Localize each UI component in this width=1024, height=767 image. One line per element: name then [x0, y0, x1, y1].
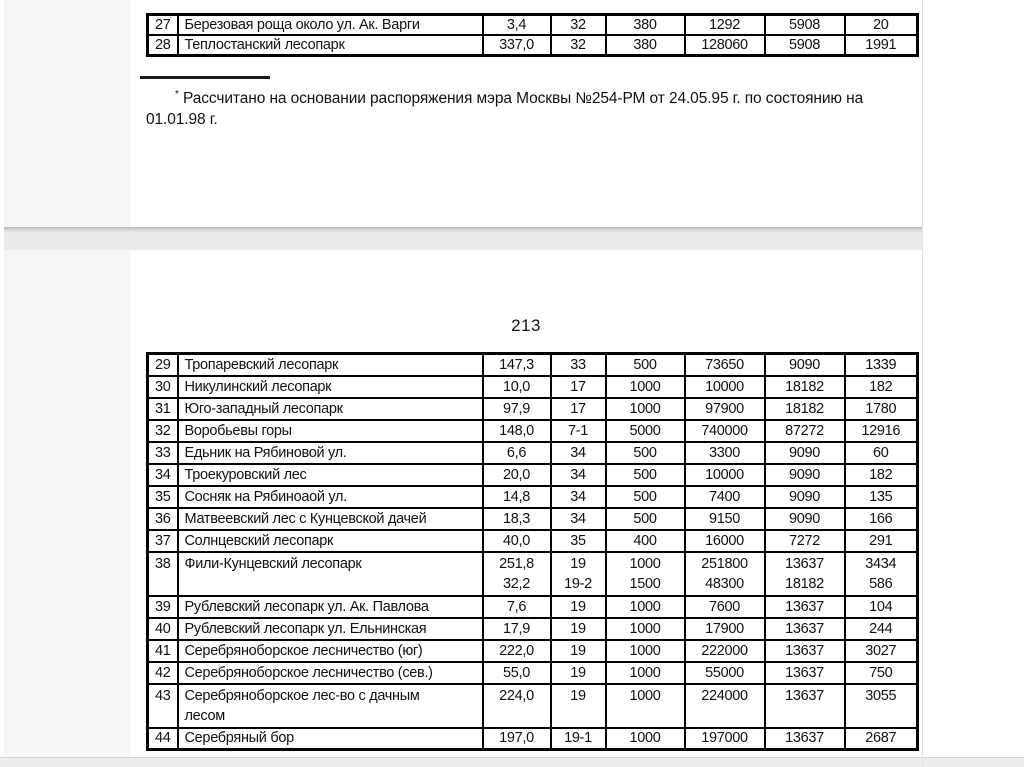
row-number-cell: 41 [148, 640, 178, 662]
value-cell: 12916 [845, 420, 918, 442]
value-cell: 9090 [765, 464, 845, 486]
table-row [148, 354, 918, 376]
table-row [148, 596, 918, 618]
value-cell: 222000 [685, 640, 765, 662]
table-row [148, 398, 918, 420]
value-cell: 166 [845, 508, 918, 530]
value-cell: 16000 [685, 530, 765, 552]
park-name-cell: Никулинский лесопарк [178, 376, 483, 398]
value-cell: 19 [551, 596, 606, 618]
table-row [148, 508, 918, 530]
forest-table-page2 [146, 352, 919, 751]
viewer-left-gutter [4, 0, 130, 767]
table-row [148, 15, 918, 36]
value-cell: 60 [845, 442, 918, 464]
park-name-cell: Серебряноборское лесничество (сев.) [178, 662, 483, 684]
value-cell: 34 [551, 464, 606, 486]
table-row [148, 464, 918, 486]
value-cell: 740000 [685, 420, 765, 442]
table-row [148, 530, 918, 552]
table-row [148, 442, 918, 464]
table-row [148, 486, 918, 508]
value-cell: 97900 [685, 398, 765, 420]
value-cell: 1000 [606, 596, 685, 618]
page-2 [130, 250, 922, 757]
value-cell: 13637 [765, 596, 845, 618]
park-name-cell: Едьник на Рябиновой ул. [178, 442, 483, 464]
value-cell: 197,0 [483, 728, 551, 750]
value-cell: 55000 [685, 662, 765, 684]
value-cell: 380 [606, 35, 685, 56]
value-cell: 19 [551, 662, 606, 684]
value-cell: 5908 [765, 35, 845, 56]
row-number-cell: 43 [148, 684, 178, 728]
value-cell: 9150 [685, 508, 765, 530]
row-number-cell: 34 [148, 464, 178, 486]
value-cell: 19 [551, 640, 606, 662]
row-number-cell: 29 [148, 354, 178, 376]
value-cell: 1000 [606, 662, 685, 684]
value-cell: 147,3 [483, 354, 551, 376]
value-cell: 750 [845, 662, 918, 684]
table-row [148, 420, 918, 442]
value-cell: 20 [845, 15, 918, 36]
value-cell: 500 [606, 464, 685, 486]
park-name-cell: Воробьевы горы [178, 420, 483, 442]
value-cell: 400 [606, 530, 685, 552]
row-number-cell: 33 [148, 442, 178, 464]
value-cell: 380 [606, 15, 685, 36]
page-1 [130, 0, 922, 227]
park-name-cell: Березовая роща около ул. Ак. Варги [178, 15, 483, 36]
value-cell: 34 [551, 508, 606, 530]
value-cell: 87272 [765, 420, 845, 442]
value-cell: 10000 [685, 376, 765, 398]
value-cell: 17 [551, 398, 606, 420]
value-cell: 337,0 [483, 35, 551, 56]
table-row [148, 376, 918, 398]
row-number-cell: 27 [148, 15, 178, 36]
row-number-cell: 36 [148, 508, 178, 530]
value-cell: 244 [845, 618, 918, 640]
value-cell: 17 [551, 376, 606, 398]
table-row [148, 728, 918, 750]
page-edge-line [922, 0, 923, 767]
value-cell: 500 [606, 508, 685, 530]
row-number-cell: 35 [148, 486, 178, 508]
value-cell: 7,6 [483, 596, 551, 618]
value-cell: 32 [551, 35, 606, 56]
value-cell: 55,0 [483, 662, 551, 684]
value-cell: 13637 [765, 684, 845, 728]
park-name-cell: Сосняк на Рябиноаой ул. [178, 486, 483, 508]
value-cell: 13637 [765, 640, 845, 662]
park-name-cell: Серебряный бор [178, 728, 483, 750]
footnote-text: Рассчитано на основании распоряжения мэра Москвы №254-РМ от 24.05.95 г. по состоянию на [178, 90, 864, 108]
value-cell: 32 [551, 15, 606, 36]
park-name-cell: Матвеевский лес с Кунцевской дачей [178, 508, 483, 530]
value-cell: 20,0 [483, 464, 551, 486]
value-cell: 18182 [765, 398, 845, 420]
park-name-cell: Рублевский лесопарк ул. Ельнинская [178, 618, 483, 640]
value-cell: 18,3 [483, 508, 551, 530]
value-cell: 3434 586 [845, 552, 918, 596]
value-cell: 251800 48300 [685, 552, 765, 596]
value-cell: 19 [551, 618, 606, 640]
page-number: 213 [511, 316, 541, 335]
value-cell: 291 [845, 530, 918, 552]
viewer-bottom-edge [0, 757, 1024, 767]
forest-table-page1 [146, 13, 919, 57]
value-cell: 1991 [845, 35, 918, 56]
value-cell: 35 [551, 530, 606, 552]
park-name-cell: Троекуровский лес [178, 464, 483, 486]
value-cell: 148,0 [483, 420, 551, 442]
value-cell: 17900 [685, 618, 765, 640]
value-cell: 40,0 [483, 530, 551, 552]
value-cell: 18182 [765, 376, 845, 398]
value-cell: 9090 [765, 354, 845, 376]
value-cell: 5000 [606, 420, 685, 442]
value-cell: 1000 [606, 376, 685, 398]
value-cell: 7-1 [551, 420, 606, 442]
value-cell: 6,6 [483, 442, 551, 464]
table-row [148, 35, 918, 56]
value-cell: 14,8 [483, 486, 551, 508]
value-cell: 33 [551, 354, 606, 376]
value-cell: 13637 [765, 728, 845, 750]
park-name-cell: Тропаревский лесопарк [178, 354, 483, 376]
park-name-cell: Рублевский лесопарк ул. Ак. Павлова [178, 596, 483, 618]
value-cell: 1292 [685, 15, 765, 36]
park-name-cell: Теплостанский лесопарк [178, 35, 483, 56]
row-number-cell: 28 [148, 35, 178, 56]
value-cell: 10,0 [483, 376, 551, 398]
park-name-cell: Фили-Кунцевский лесопарк [178, 552, 483, 596]
row-number-cell: 30 [148, 376, 178, 398]
value-cell: 500 [606, 442, 685, 464]
row-number-cell: 39 [148, 596, 178, 618]
value-cell: 1000 [606, 618, 685, 640]
value-cell: 500 [606, 354, 685, 376]
value-cell: 17,9 [483, 618, 551, 640]
park-name-cell: Серебряноборское лес-во с дачным лесом [178, 684, 483, 728]
value-cell: 1000 [606, 640, 685, 662]
value-cell: 3055 [845, 684, 918, 728]
pages-gap [4, 227, 923, 250]
value-cell: 182 [845, 464, 918, 486]
value-cell: 128060 [685, 35, 765, 56]
value-cell: 224,0 [483, 684, 551, 728]
value-cell: 3300 [685, 442, 765, 464]
value-cell: 19-1 [551, 728, 606, 750]
value-cell: 1000 [606, 684, 685, 728]
row-number-cell: 32 [148, 420, 178, 442]
park-name-cell: Серебряноборское лесничество (юг) [178, 640, 483, 662]
footnote [146, 84, 920, 130]
table-row [148, 552, 918, 596]
row-number-cell: 40 [148, 618, 178, 640]
row-number-cell: 44 [148, 728, 178, 750]
value-cell: 182 [845, 376, 918, 398]
footnote-line-2: 01.01.98 г. [146, 111, 218, 129]
value-cell: 3,4 [483, 15, 551, 36]
value-cell: 1000 [606, 728, 685, 750]
value-cell: 5908 [765, 15, 845, 36]
park-name-cell: Юго-западный лесопарк [178, 398, 483, 420]
value-cell: 2687 [845, 728, 918, 750]
value-cell: 197000 [685, 728, 765, 750]
value-cell: 3027 [845, 640, 918, 662]
value-cell: 224000 [685, 684, 765, 728]
value-cell: 104 [845, 596, 918, 618]
value-cell: 1339 [845, 354, 918, 376]
value-cell: 222,0 [483, 640, 551, 662]
row-number-cell: 31 [148, 398, 178, 420]
value-cell: 7272 [765, 530, 845, 552]
table-row [148, 640, 918, 662]
value-cell: 97,9 [483, 398, 551, 420]
value-cell: 251,8 32,2 [483, 552, 551, 596]
value-cell: 73650 [685, 354, 765, 376]
value-cell: 13637 18182 [765, 552, 845, 596]
table-row [148, 662, 918, 684]
value-cell: 9090 [765, 442, 845, 464]
value-cell: 7600 [685, 596, 765, 618]
value-cell: 13637 [765, 618, 845, 640]
row-number-cell: 38 [148, 552, 178, 596]
value-cell: 19 [551, 684, 606, 728]
value-cell: 13637 [765, 662, 845, 684]
value-cell: 7400 [685, 486, 765, 508]
value-cell: 10000 [685, 464, 765, 486]
row-number-cell: 37 [148, 530, 178, 552]
value-cell: 9090 [765, 486, 845, 508]
footnote-line-1 [146, 84, 920, 109]
value-cell: 9090 [765, 508, 845, 530]
footnote-rule [140, 76, 270, 79]
value-cell: 135 [845, 486, 918, 508]
value-cell: 500 [606, 486, 685, 508]
value-cell: 34 [551, 486, 606, 508]
park-name-cell: Солнцевский лесопарк [178, 530, 483, 552]
footnote-marker: * [175, 89, 179, 100]
table-row [148, 684, 918, 728]
table-row [148, 618, 918, 640]
value-cell: 1000 1500 [606, 552, 685, 596]
value-cell: 1780 [845, 398, 918, 420]
row-number-cell: 42 [148, 662, 178, 684]
value-cell: 19 19-2 [551, 552, 606, 596]
value-cell: 34 [551, 442, 606, 464]
value-cell: 1000 [606, 398, 685, 420]
